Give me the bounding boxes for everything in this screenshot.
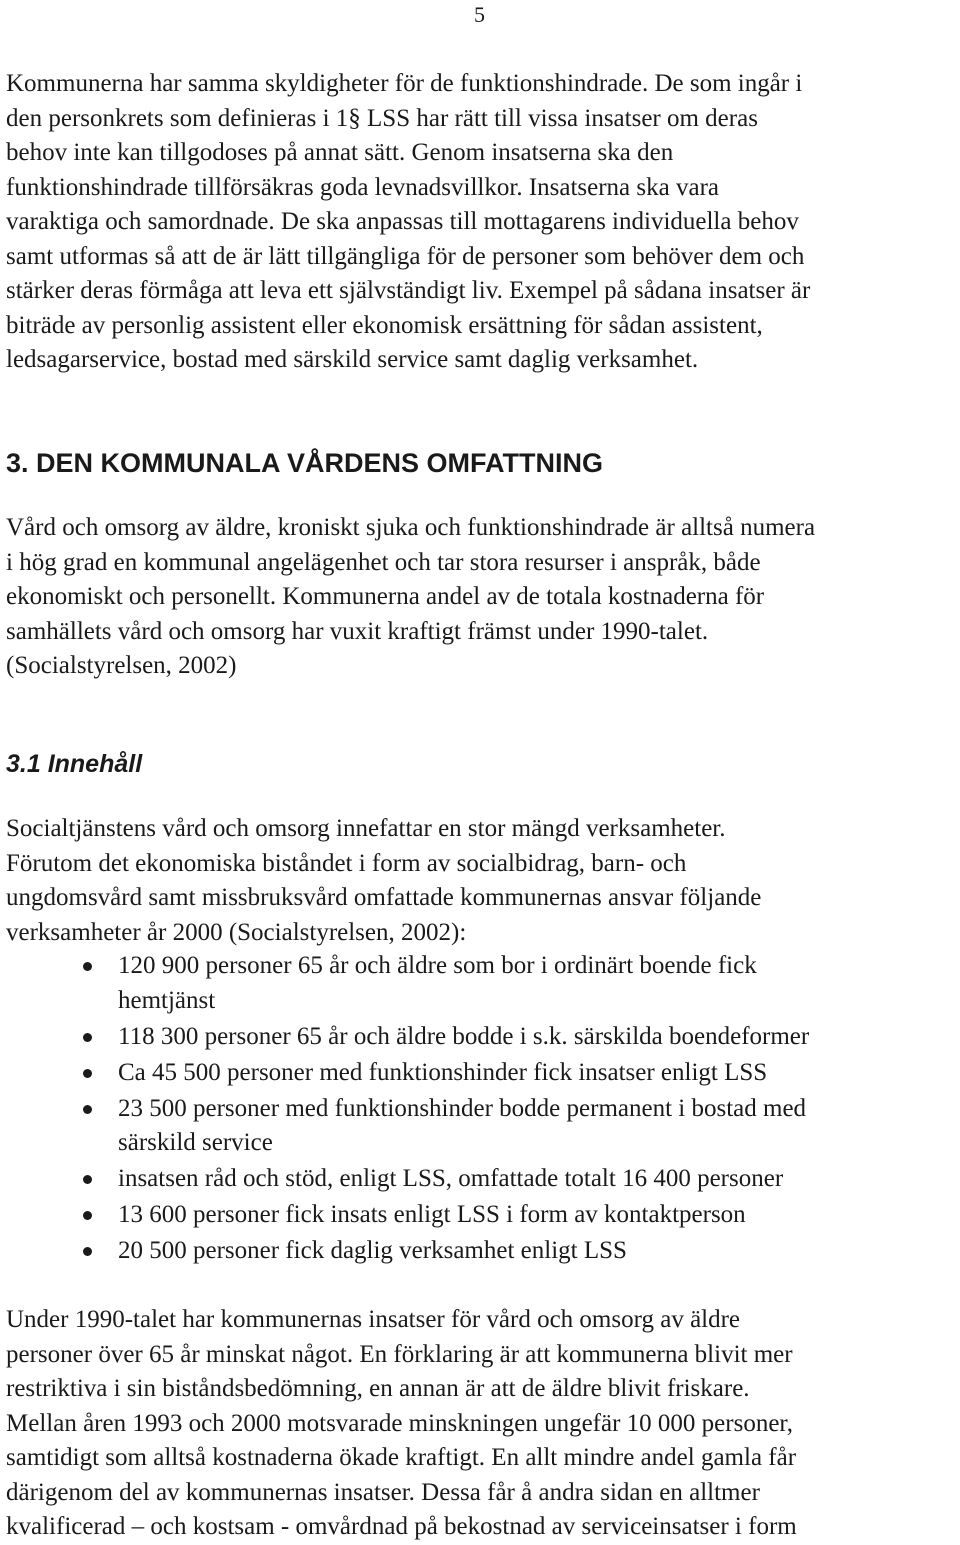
subsection-heading: 3.1 Innehåll (6, 750, 143, 778)
bullet-icon (83, 1175, 92, 1184)
list-item (0, 1234, 960, 1269)
text-line: 118 300 personer 65 år och äldre bodde i s.k. särskilda boendeformer (118, 1022, 810, 1050)
text-line: samtidigt som alltså kostnaderna ökade kraftigt. En allt mindre andel gamla får (6, 1444, 797, 1471)
text-line: kvalificerad – och kostsam - omvårdnad på bekostnad av serviceinsatser i form (6, 1513, 797, 1540)
list-item (0, 1056, 960, 1091)
text-line: 120 900 personer 65 år och äldre som bor i ordinärt boende fick (118, 952, 757, 979)
list-item (0, 1092, 960, 1161)
text-line: särskild service (118, 1129, 273, 1156)
text-line: Ca 45 500 personer med funktionshinder fick insatser enligt LSS (118, 1058, 768, 1086)
paragraph-lss-obligations (6, 67, 956, 378)
text-line: Vård och omsorg av äldre, kroniskt sjuka och funktionshindrade är alltså numera (6, 514, 816, 541)
text-line: funktionshindrade tillförsäkras goda levnadsvillkor. Insatserna ska vara (6, 173, 720, 201)
text-line: behov inte kan tillgodoses på annat sätt. Genom insatserna ska den (6, 139, 674, 166)
text-line: den personkrets som definieras i 1§ LSS har rätt till vissa insatser om deras (6, 104, 758, 132)
text-line: samhällets vård och omsorg har vuxit kraftigt främst under 1990-talet. (6, 617, 709, 645)
bullet-icon (83, 1211, 92, 1220)
bullet-icon (83, 1069, 92, 1078)
list-item (0, 1020, 960, 1055)
text-line: Mellan åren 1993 och 2000 motsvarade minskningen ungefär 10 000 personer, (6, 1409, 793, 1437)
page-number: 5 (474, 2, 485, 27)
bullet-icon (83, 962, 92, 971)
list-item (0, 1162, 960, 1197)
text-line: samt utformas så att de är lätt tillgängliga för de personer som behöver dem och (6, 242, 805, 270)
text-line: personer över 65 år minskat något. En förklaring är att kommunerna blivit mer (6, 1340, 793, 1368)
text-line: i hög grad en kommunal angelägenhet och tar stora resurser i anspråk, både (6, 548, 761, 576)
text-line: hemtjänst (118, 986, 216, 1014)
text-line: biträde av personlig assistent eller ekonomisk ersättning för sådan assistent, (6, 311, 763, 339)
list-item (0, 1198, 960, 1233)
text-line: varaktiga och samordnade. De ska anpassas till mottagarens individuella behov (6, 208, 799, 235)
text-line: ekonomiskt och personellt. Kommunerna andel av de totala kostnaderna för (6, 583, 765, 610)
paragraph-care-scope (6, 511, 956, 684)
section-heading: 3. DEN KOMMUNALA VÅRDENS OMFATTNING (6, 448, 603, 478)
services-bullet-list (0, 949, 960, 1270)
paragraph-elderly-trend (6, 1303, 956, 1545)
text-line: 13 600 personer fick insats enligt LSS i form av kontaktperson (118, 1201, 746, 1228)
text-line: ungdomsvård samt missbruksvård omfattade kommunernas ansvar följande (6, 884, 762, 911)
text-line: (Socialstyrelsen, 2002) (6, 652, 237, 679)
text-line: därigenom del av kommunernas insatser. Dessa får å andra sidan en alltmer (6, 1478, 760, 1506)
text-line: 20 500 personer fick daglig verksamhet enligt LSS (118, 1237, 627, 1264)
text-line: 23 500 personer med funktionshinder bodde permanent i bostad med (118, 1094, 807, 1122)
text-line: stärker deras förmåga att leva ett självständigt liv. Exempel på sådana insatser är (6, 277, 811, 304)
bullet-icon (83, 1105, 92, 1114)
text-line: verksamheter år 2000 (Socialstyrelsen, 2002): (6, 918, 467, 946)
paragraph-social-services (6, 812, 956, 950)
text-line: Under 1990-talet har kommunernas insatser för vård och omsorg av äldre (6, 1306, 741, 1333)
text-line: Förutom det ekonomiska biståndet i form av socialbidrag, barn- och (6, 849, 687, 877)
text-line: ledsagarservice, bostad med särskild service samt daglig verksamhet. (6, 346, 699, 373)
text-line: Socialtjänstens vård och omsorg innefattar en stor mängd verksamheter. (6, 815, 726, 842)
text-line: Kommunerna har samma skyldigheter för de funktionshindrade. De som ingår i (6, 70, 803, 97)
bullet-icon (83, 1033, 92, 1042)
list-item (0, 949, 960, 1018)
text-line: restriktiva i sin biståndsbedömning, en annan är att de äldre blivit friskare. (6, 1375, 750, 1402)
bullet-icon (83, 1247, 92, 1256)
text-line: insatsen råd och stöd, enligt LSS, omfattade totalt 16 400 personer (118, 1165, 784, 1192)
